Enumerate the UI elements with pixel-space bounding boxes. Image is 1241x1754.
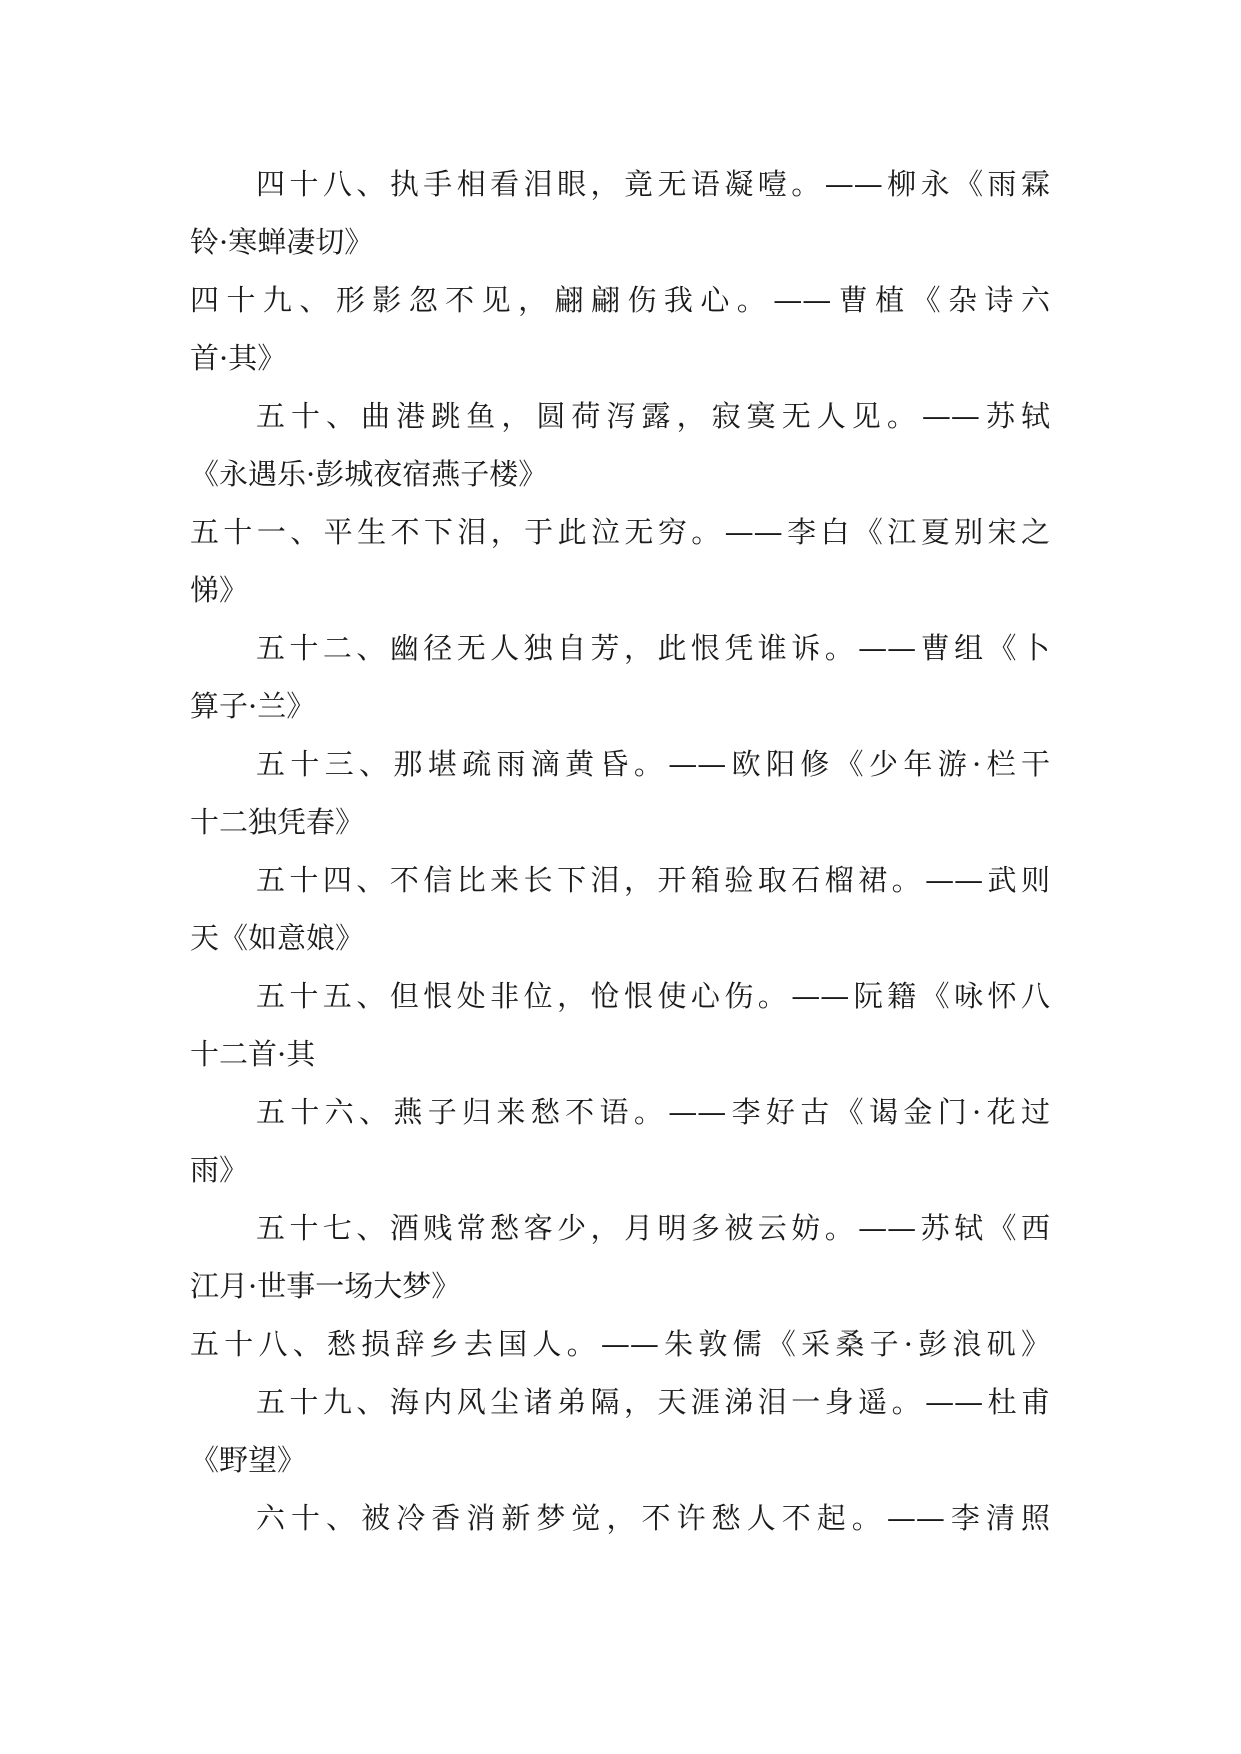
quote-line: 五十七、酒贱常愁客少，月明多被云妨。——苏轼《西: [256, 1211, 1050, 1245]
quote-line: 江月·世事一场大梦》: [190, 1269, 461, 1303]
quote-entry-57: [190, 1199, 1050, 1315]
quote-line: 十二首·其: [190, 1037, 316, 1071]
quote-line: 算子·兰》: [190, 689, 316, 723]
quote-entry-48: [190, 155, 1050, 271]
quote-line: 五十九、海内风尘诸弟隔，天涯涕泪一身遥。——杜甫: [256, 1385, 1050, 1419]
quote-line: 五十一、平生不下泪，于此泣无穷。——李白《江夏别宋之: [190, 515, 1050, 549]
quote-line: 五十四、不信比来长下泪，开箱验取石榴裙。——武则: [256, 863, 1050, 897]
quote-entry-51: [190, 503, 1050, 619]
quote-entry-60: [190, 1489, 1050, 1547]
quote-entry-49: [190, 271, 1050, 387]
quote-entry-52: [190, 619, 1050, 735]
quote-entry-54: [190, 851, 1050, 967]
quote-entry-56: [190, 1083, 1050, 1199]
quote-line: 首·其》: [190, 341, 287, 375]
quote-line: 天《如意娘》: [190, 921, 365, 955]
quote-line: 六十、被冷香消新梦觉，不许愁人不起。——李清照: [256, 1501, 1050, 1535]
quote-line: 五十八、愁损辞乡去国人。——朱敦儒《采桑子·彭浪矶》: [190, 1327, 1050, 1361]
quote-entry-53: [190, 735, 1050, 851]
quote-line: 《永遇乐·彭城夜宿燕子楼》: [190, 457, 548, 491]
quote-line: 十二独凭春》: [190, 805, 365, 839]
quote-entry-50: [190, 387, 1050, 503]
quote-entry-58: [190, 1315, 1050, 1373]
quote-line: 铃·寒蝉凄切》: [190, 225, 374, 259]
quote-line: 雨》: [190, 1153, 249, 1187]
quote-line: 《野望》: [190, 1443, 307, 1477]
quote-line: 五十三、那堪疏雨滴黄昏。——欧阳修《少年游·栏干: [256, 747, 1050, 781]
quote-entry-55: [190, 967, 1050, 1083]
quote-line: 四十九、形影忽不见，翩翩伤我心。——曹植《杂诗六: [190, 283, 1050, 317]
quote-line: 五十、曲港跳鱼，圆荷泻露，寂寞无人见。——苏轼: [256, 399, 1050, 433]
quote-line: 五十二、幽径无人独自芳，此恨凭谁诉。——曹组《卜: [256, 631, 1050, 665]
quote-line: 五十六、燕子归来愁不语。——李好古《谒金门·花过: [256, 1095, 1050, 1129]
quote-line: 悌》: [190, 573, 249, 607]
quote-entry-59: [190, 1373, 1050, 1489]
quote-line: 五十五、但恨处非位，怆恨使心伤。——阮籍《咏怀八: [256, 979, 1050, 1013]
poem-quote-list: [190, 155, 1050, 1547]
quote-line: 四十八、执手相看泪眼，竟无语凝噎。——柳永《雨霖: [256, 167, 1050, 201]
